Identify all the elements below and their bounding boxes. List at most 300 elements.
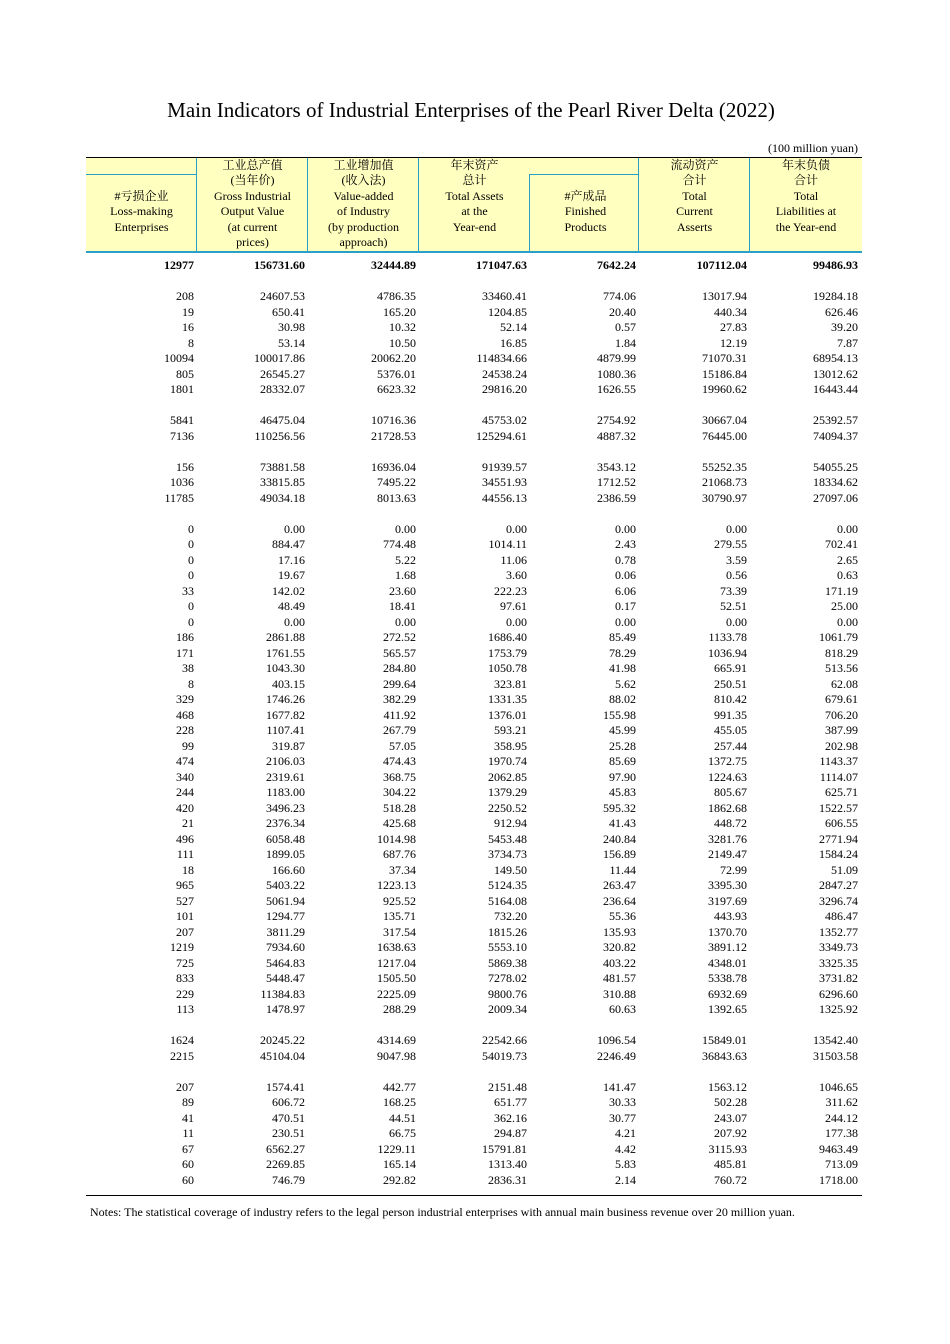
table-cell: 5164.08 bbox=[488, 893, 527, 908]
table-cell: 101 bbox=[176, 909, 194, 923]
table-cell: 7278.02 bbox=[488, 971, 527, 985]
table-row bbox=[86, 305, 862, 321]
table-cell: 403.15 bbox=[272, 676, 305, 691]
header-line: Year-end bbox=[452, 219, 497, 234]
table-cell: 18 bbox=[182, 862, 194, 877]
table-cell: 31503.58 bbox=[813, 1048, 858, 1063]
table-cell: 5448.47 bbox=[266, 971, 305, 985]
table-cell: 0.57 bbox=[615, 320, 636, 334]
table-cell: 5.22 bbox=[395, 552, 416, 567]
table-cell: 912.94 bbox=[494, 816, 527, 830]
table-cell: 186 bbox=[176, 630, 194, 644]
table-cell: 299.64 bbox=[383, 676, 416, 691]
table-cell: 0.78 bbox=[615, 552, 636, 567]
table-cell: 30.33 bbox=[609, 1095, 636, 1109]
table-cell: 1626.55 bbox=[597, 382, 636, 396]
table-cell: 732.20 bbox=[494, 909, 527, 923]
table-cell: 991.35 bbox=[714, 707, 747, 722]
table-cell: 166.60 bbox=[272, 862, 305, 877]
table-cell: 1325.92 bbox=[819, 1002, 858, 1016]
table-cell: 1313.40 bbox=[488, 1157, 527, 1171]
table-cell: 54055.25 bbox=[813, 459, 858, 474]
table-cell: 5841 bbox=[170, 413, 194, 427]
table-cell: 1.68 bbox=[395, 568, 416, 582]
table-cell: 20.40 bbox=[609, 304, 636, 319]
table-cell: 440.34 bbox=[714, 304, 747, 319]
table-cell: 1563.12 bbox=[708, 1079, 747, 1094]
table-cell: 18.41 bbox=[389, 599, 416, 613]
table-cell: 5338.78 bbox=[708, 971, 747, 985]
table-cell: 625.71 bbox=[825, 785, 858, 799]
table-cell: 23.60 bbox=[389, 583, 416, 598]
table-cell: 45104.04 bbox=[260, 1048, 305, 1063]
table-cell: 470.51 bbox=[272, 1110, 305, 1125]
table-cell: 1970.74 bbox=[488, 754, 527, 768]
table-cell: 267.79 bbox=[383, 723, 416, 737]
table-cell: 30790.97 bbox=[702, 490, 747, 505]
table-cell: 4887.32 bbox=[597, 428, 636, 443]
table-cell: 725 bbox=[176, 955, 194, 970]
table-row bbox=[86, 599, 862, 615]
unit-label: (100 million yuan) bbox=[768, 141, 858, 155]
table-cell: 68954.13 bbox=[813, 351, 858, 365]
table-cell: 0.56 bbox=[726, 568, 747, 582]
table-cell: 156731.60 bbox=[254, 258, 305, 272]
header-line: Products bbox=[564, 219, 607, 234]
table-cell: 45753.02 bbox=[482, 413, 527, 427]
header-line: of Industry bbox=[337, 204, 390, 219]
table-row bbox=[86, 615, 862, 631]
table-cell: 1.84 bbox=[615, 335, 636, 350]
table-cell: 1638.63 bbox=[377, 940, 416, 954]
header-line bbox=[530, 173, 641, 188]
table-cell: 4.42 bbox=[615, 1141, 636, 1156]
table-row bbox=[86, 739, 862, 755]
table-row bbox=[86, 646, 862, 662]
table-cell: 1753.79 bbox=[488, 645, 527, 660]
table-cell: 22542.66 bbox=[482, 1033, 527, 1047]
table-cell: 6932.69 bbox=[708, 986, 747, 1001]
table-cell: 8013.63 bbox=[377, 490, 416, 505]
table-cell: 72.99 bbox=[720, 862, 747, 877]
table-cell: 6.06 bbox=[615, 583, 636, 598]
header-cell bbox=[530, 158, 641, 252]
table-cell: 53.14 bbox=[278, 335, 305, 350]
table-row bbox=[86, 1173, 862, 1189]
table-cell: 486.47 bbox=[825, 909, 858, 923]
header-line: 工业总产值 bbox=[222, 158, 283, 172]
table-cell: 518.28 bbox=[383, 800, 416, 815]
table-cell: 2062.85 bbox=[488, 769, 527, 784]
table-cell: 485.81 bbox=[714, 1157, 747, 1171]
row-spacer bbox=[86, 398, 862, 414]
table-row bbox=[86, 584, 862, 600]
table-cell: 455.05 bbox=[714, 723, 747, 737]
table-row bbox=[86, 801, 862, 817]
table-cell: 1372.75 bbox=[708, 754, 747, 768]
table-cell: 1392.65 bbox=[708, 1002, 747, 1016]
table-cell: 0.00 bbox=[506, 614, 527, 629]
table-cell: 2009.34 bbox=[488, 1002, 527, 1016]
table-cell: 2.43 bbox=[615, 537, 636, 551]
table-cell: 1107.41 bbox=[266, 723, 305, 737]
table-cell: 3281.76 bbox=[708, 831, 747, 846]
table-cell: 2246.49 bbox=[597, 1048, 636, 1063]
header-line: at the bbox=[461, 204, 488, 219]
header-line bbox=[86, 158, 197, 173]
table-cell: 168.25 bbox=[383, 1095, 416, 1109]
header-line: 总计 bbox=[462, 173, 487, 188]
header-cell bbox=[419, 158, 530, 252]
table-cell: 420 bbox=[176, 800, 194, 815]
table-cell: 67 bbox=[182, 1141, 194, 1156]
table-row bbox=[86, 1002, 862, 1018]
table-cell: 3395.30 bbox=[708, 878, 747, 892]
table-cell: 19 bbox=[182, 304, 194, 319]
table-row bbox=[86, 1142, 862, 1158]
header-line: 年末负债 bbox=[781, 158, 830, 172]
table-row bbox=[86, 460, 862, 476]
table-cell: 382.29 bbox=[383, 692, 416, 706]
table-cell: 3731.82 bbox=[819, 971, 858, 985]
table-cell: 1036.94 bbox=[708, 645, 747, 660]
header-cell bbox=[308, 158, 419, 252]
table-cell: 442.77 bbox=[383, 1079, 416, 1094]
table-cell: 45.83 bbox=[609, 785, 636, 799]
table-cell: 44.51 bbox=[389, 1110, 416, 1125]
table-cell: 171 bbox=[176, 645, 194, 660]
table-cell: 279.55 bbox=[714, 537, 747, 551]
header-line: 流动资产 bbox=[670, 158, 719, 172]
footnote: Notes: The statistical coverage of industry refers to the legal person industrial enterprises with annual main business revenue over 20 million yuan. bbox=[90, 1205, 795, 1219]
table-cell: 21068.73 bbox=[702, 475, 747, 489]
page-title: Main Indicators of Industrial Enterprises of the Pearl River Delta (2022) bbox=[167, 98, 775, 122]
table-cell: 28332.07 bbox=[260, 382, 305, 396]
header-line: Gross Industrial bbox=[214, 188, 291, 203]
table-cell: 141.47 bbox=[603, 1079, 636, 1094]
table-cell: 1217.04 bbox=[377, 955, 416, 970]
table-cell: 91939.57 bbox=[482, 459, 527, 474]
table-cell: 925.52 bbox=[383, 893, 416, 908]
table-cell: 111 bbox=[176, 847, 194, 861]
table-cell: 5464.83 bbox=[266, 955, 305, 970]
table-cell: 3811.29 bbox=[266, 924, 305, 939]
table-cell: 0.00 bbox=[284, 614, 305, 629]
header-line: 合计 bbox=[682, 173, 707, 188]
header-line: Output Value bbox=[220, 204, 285, 219]
table-cell: 34551.93 bbox=[482, 475, 527, 489]
table-row bbox=[86, 909, 862, 925]
table-cell: 25.28 bbox=[609, 738, 636, 753]
table-cell: 7495.22 bbox=[377, 475, 416, 489]
table-cell: 125294.61 bbox=[476, 428, 527, 443]
header-line bbox=[530, 158, 641, 173]
table-cell: 5061.94 bbox=[266, 893, 305, 908]
table-cell: 687.76 bbox=[383, 847, 416, 861]
table-cell: 679.61 bbox=[825, 692, 858, 706]
header-line: Loss-making bbox=[110, 204, 173, 219]
table-cell: 8 bbox=[188, 335, 194, 350]
table-cell: 0.63 bbox=[837, 568, 858, 582]
table-cell: 207 bbox=[176, 924, 194, 939]
table-cell: 263.47 bbox=[603, 878, 636, 892]
table-cell: 1624 bbox=[170, 1033, 194, 1047]
header-divider bbox=[196, 158, 197, 252]
table-cell: 97.90 bbox=[609, 769, 636, 784]
table-cell: 60 bbox=[182, 1157, 194, 1171]
table-cell: 1677.82 bbox=[266, 707, 305, 722]
table-cell: 1080.36 bbox=[597, 366, 636, 381]
table-cell: 1096.54 bbox=[597, 1033, 636, 1047]
header-line: Enterprises bbox=[114, 219, 169, 234]
table-cell: 10094 bbox=[164, 351, 194, 365]
table-header bbox=[86, 158, 862, 252]
table-cell: 85.69 bbox=[609, 754, 636, 768]
header-divider bbox=[418, 158, 419, 252]
table-row bbox=[86, 553, 862, 569]
table-cell: 30.77 bbox=[609, 1110, 636, 1125]
table-cell: 135.71 bbox=[383, 909, 416, 923]
table-row bbox=[86, 429, 862, 445]
table-cell: 78.29 bbox=[609, 645, 636, 660]
table-cell: 113 bbox=[176, 1002, 194, 1016]
table-cell: 0.17 bbox=[615, 599, 636, 613]
table-cell: 16443.44 bbox=[813, 382, 858, 396]
table-cell: 1505.50 bbox=[377, 971, 416, 985]
table-cell: 45.99 bbox=[609, 723, 636, 737]
table-cell: 2861.88 bbox=[266, 630, 305, 644]
table-cell: 33815.85 bbox=[260, 475, 305, 489]
table-cell: 272.52 bbox=[383, 630, 416, 644]
table-cell: 3.59 bbox=[726, 552, 747, 567]
table-cell: 4314.69 bbox=[377, 1033, 416, 1047]
table-cell: 3349.73 bbox=[819, 940, 858, 954]
table-cell: 155.98 bbox=[603, 707, 636, 722]
table-cell: 9463.49 bbox=[819, 1141, 858, 1156]
table-cell: 1014.98 bbox=[377, 831, 416, 846]
table-cell: 1143.37 bbox=[819, 754, 858, 768]
table-cell: 57.05 bbox=[389, 738, 416, 753]
table-cell: 565.57 bbox=[383, 645, 416, 660]
table-cell: 5.83 bbox=[615, 1157, 636, 1171]
table-cell: 202.98 bbox=[825, 738, 858, 753]
table-cell: 1718.00 bbox=[819, 1172, 858, 1187]
header-line: Liabilities at bbox=[775, 204, 837, 219]
table-cell: 15186.84 bbox=[702, 366, 747, 381]
table-cell: 810.42 bbox=[714, 692, 747, 706]
header-line: Total Assets bbox=[445, 188, 504, 203]
row-spacer bbox=[86, 444, 862, 460]
table-cell: 88.02 bbox=[609, 692, 636, 706]
table-cell: 292.82 bbox=[383, 1172, 416, 1187]
header-line: 年末资产 bbox=[450, 158, 499, 172]
table-cell: 71070.31 bbox=[702, 351, 747, 365]
table-cell: 311.62 bbox=[825, 1095, 858, 1109]
table-cell: 1046.65 bbox=[819, 1079, 858, 1094]
table-cell: 0.00 bbox=[284, 521, 305, 536]
table-cell: 606.72 bbox=[272, 1095, 305, 1109]
table-cell: 207 bbox=[176, 1079, 194, 1094]
table-cell: 48.49 bbox=[278, 599, 305, 613]
table-cell: 25392.57 bbox=[813, 413, 858, 427]
table-cell: 54019.73 bbox=[482, 1048, 527, 1063]
table-cell: 5124.35 bbox=[488, 878, 527, 892]
table-cell: 32444.89 bbox=[371, 258, 416, 272]
table-cell: 0.00 bbox=[395, 521, 416, 536]
table-cell: 3.60 bbox=[506, 568, 527, 582]
table-cell: 41 bbox=[182, 1110, 194, 1125]
table-cell: 358.95 bbox=[494, 738, 527, 753]
table-cell: 3734.73 bbox=[488, 847, 527, 861]
table-cell: 818.29 bbox=[825, 645, 858, 660]
table-row bbox=[86, 956, 862, 972]
header-cell bbox=[197, 158, 308, 252]
row-spacer bbox=[86, 274, 862, 290]
table-cell: 10.50 bbox=[389, 335, 416, 350]
table-cell: 114834.66 bbox=[476, 351, 527, 365]
table-cell: 229 bbox=[176, 986, 194, 1001]
table-cell: 52.51 bbox=[720, 599, 747, 613]
table-cell: 0.00 bbox=[506, 521, 527, 536]
table-cell: 0.06 bbox=[615, 568, 636, 582]
table-row bbox=[86, 320, 862, 336]
table-cell: 2149.47 bbox=[708, 847, 747, 861]
table-cell: 37.34 bbox=[389, 862, 416, 877]
table-cell: 2847.27 bbox=[819, 878, 858, 892]
table-row bbox=[86, 367, 862, 383]
table-cell: 0.00 bbox=[395, 614, 416, 629]
table-cell: 1050.78 bbox=[488, 661, 527, 675]
table-cell: 27.83 bbox=[720, 320, 747, 334]
table-row bbox=[86, 925, 862, 941]
table-cell: 244.12 bbox=[825, 1110, 858, 1125]
table-cell: 2269.85 bbox=[266, 1157, 305, 1171]
table-cell: 99 bbox=[182, 738, 194, 753]
table-cell: 4.21 bbox=[615, 1126, 636, 1140]
header-line: (by production bbox=[328, 219, 399, 234]
header-line: (当年价) bbox=[230, 173, 275, 188]
table-cell: 713.09 bbox=[825, 1157, 858, 1171]
table-cell: 0.00 bbox=[837, 521, 858, 536]
table-cell: 0.00 bbox=[615, 521, 636, 536]
table-cell: 19284.18 bbox=[813, 289, 858, 303]
table-cell: 73.39 bbox=[720, 583, 747, 598]
table-row bbox=[86, 878, 862, 894]
table-cell: 3543.12 bbox=[597, 459, 636, 474]
table-cell: 6562.27 bbox=[266, 1141, 305, 1156]
table-row bbox=[86, 785, 862, 801]
table-cell: 340 bbox=[176, 769, 194, 784]
table-cell: 368.75 bbox=[383, 769, 416, 784]
header-subdivider bbox=[529, 174, 530, 252]
table-row bbox=[86, 971, 862, 987]
table-cell: 1043.30 bbox=[266, 661, 305, 675]
table-cell: 110256.56 bbox=[254, 428, 305, 443]
table-cell: 1133.78 bbox=[708, 630, 747, 644]
table-cell: 651.77 bbox=[494, 1095, 527, 1109]
table-row bbox=[86, 692, 862, 708]
table-cell: 25.00 bbox=[831, 599, 858, 613]
table-cell: 1478.97 bbox=[266, 1002, 305, 1016]
table-cell: 5869.38 bbox=[488, 955, 527, 970]
table-cell: 317.54 bbox=[383, 924, 416, 939]
table-cell: 595.32 bbox=[603, 800, 636, 815]
table-cell: 27097.06 bbox=[813, 490, 858, 505]
table-cell: 1036 bbox=[170, 475, 194, 489]
table-cell: 4786.35 bbox=[377, 289, 416, 303]
table-cell: 1862.68 bbox=[708, 800, 747, 815]
table-row bbox=[86, 1095, 862, 1111]
table-cell: 135.93 bbox=[603, 924, 636, 939]
table-cell: 11384.83 bbox=[260, 986, 305, 1001]
table-cell: 481.57 bbox=[603, 971, 636, 985]
table-cell: 320.82 bbox=[603, 940, 636, 954]
table-cell: 702.41 bbox=[825, 537, 858, 551]
header-line: prices) bbox=[236, 235, 269, 250]
table-cell: 2836.31 bbox=[488, 1172, 527, 1187]
header-line: 合计 bbox=[793, 173, 818, 188]
table-cell: 0.00 bbox=[726, 521, 747, 536]
table-row bbox=[86, 522, 862, 538]
table-cell: 425.68 bbox=[383, 816, 416, 830]
table-cell: 1183.00 bbox=[266, 785, 305, 799]
table-cell: 294.87 bbox=[494, 1126, 527, 1140]
table-cell: 208 bbox=[176, 289, 194, 303]
table-cell: 2386.59 bbox=[597, 490, 636, 505]
header-line: approach) bbox=[339, 235, 388, 250]
table-cell: 3296.74 bbox=[819, 893, 858, 908]
table-cell: 593.21 bbox=[494, 723, 527, 737]
table-cell: 20062.20 bbox=[371, 351, 416, 365]
table-cell: 230.51 bbox=[272, 1126, 305, 1140]
table-cell: 13017.94 bbox=[702, 289, 747, 303]
table-cell: 3496.23 bbox=[266, 800, 305, 815]
table-cell: 17.16 bbox=[278, 552, 305, 567]
table-cell: 49034.18 bbox=[260, 490, 305, 505]
table-cell: 1686.40 bbox=[488, 630, 527, 644]
table-row bbox=[86, 568, 862, 584]
table-cell: 6058.48 bbox=[266, 831, 305, 846]
table-cell: 2754.92 bbox=[597, 413, 636, 427]
table-cell: 41.43 bbox=[609, 816, 636, 830]
table-row bbox=[86, 336, 862, 352]
table-cell: 1224.63 bbox=[708, 769, 747, 784]
table-cell: 706.20 bbox=[825, 707, 858, 722]
table-cell: 20245.22 bbox=[260, 1033, 305, 1047]
table-row bbox=[86, 413, 862, 429]
table-cell: 2376.34 bbox=[266, 816, 305, 830]
header-line: Asserts bbox=[676, 219, 713, 234]
table-cell: 443.93 bbox=[714, 909, 747, 923]
table-cell: 38 bbox=[182, 661, 194, 675]
table-cell: 16936.04 bbox=[371, 459, 416, 474]
table-cell: 448.72 bbox=[714, 816, 747, 830]
table-cell: 15849.01 bbox=[702, 1033, 747, 1047]
table-cell: 1204.85 bbox=[488, 304, 527, 319]
table-cell: 387.99 bbox=[825, 723, 858, 737]
header-line: the Year-end bbox=[775, 219, 837, 234]
table-cell: 746.79 bbox=[272, 1172, 305, 1187]
header-divider bbox=[307, 158, 308, 252]
table-cell: 329 bbox=[176, 692, 194, 706]
table-cell: 39.20 bbox=[831, 320, 858, 334]
table-cell: 44556.13 bbox=[482, 490, 527, 505]
table-cell: 496 bbox=[176, 831, 194, 846]
table-row bbox=[86, 987, 862, 1003]
table-row bbox=[86, 1080, 862, 1096]
table-cell: 30.98 bbox=[278, 320, 305, 334]
table-cell: 6296.60 bbox=[819, 986, 858, 1001]
